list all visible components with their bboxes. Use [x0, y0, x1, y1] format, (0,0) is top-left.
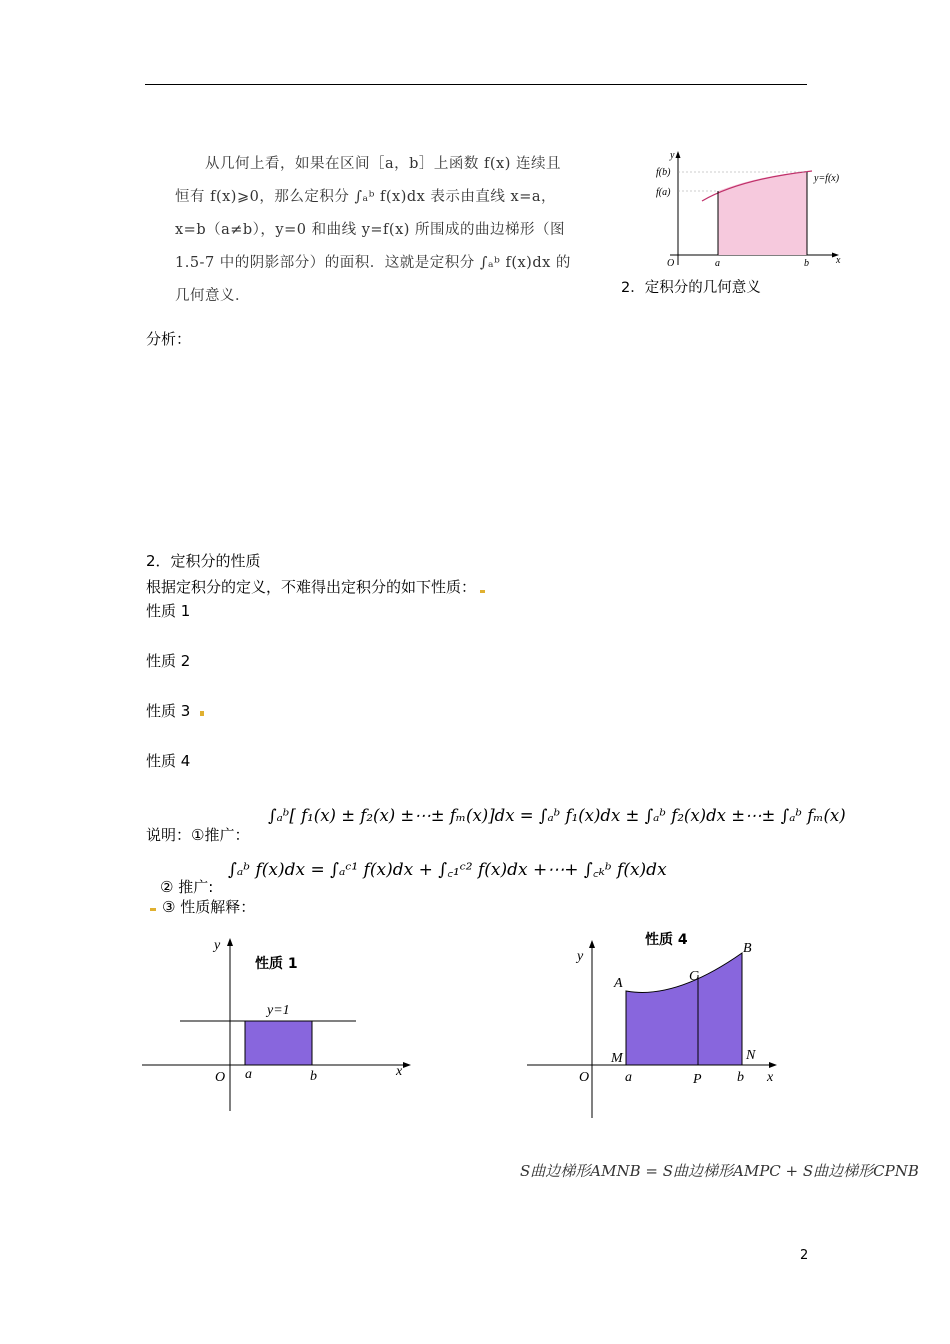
y-axis-label: y — [670, 150, 675, 161]
a-label: a — [245, 1067, 252, 1082]
property-4-figure — [525, 925, 790, 1120]
point-b-label: B — [743, 941, 752, 956]
point-a-label: A — [614, 976, 623, 991]
area-additivity-formula: S曲边梯形AMNB = S曲边梯形AMPC + S曲边梯形CPNB — [520, 1162, 919, 1180]
formula-additivity: ∫ₐᵇ f(x)dx = ∫ₐᶜ¹ f(x)dx + ∫꜀₁ᶜ² f(x)dx +⋯+ ∫꜀ₖᵇ f(x)dx — [228, 860, 667, 880]
definite-integral-figure — [640, 145, 855, 270]
property-3-label: 性质 3 — [146, 702, 191, 720]
curve-label: y=f(x) — [814, 173, 840, 184]
x-axis-arrow — [403, 1062, 411, 1068]
section-intro: 根据定积分的定义，不难得出定积分的如下性质： — [146, 578, 477, 596]
b-label: b — [804, 258, 809, 269]
geometry-paragraph — [175, 148, 600, 313]
y-axis-arrow — [589, 940, 595, 948]
y-axis-arrow — [227, 938, 233, 946]
p-label: P — [693, 1072, 702, 1087]
b-label: b — [310, 1069, 317, 1084]
x-axis-arrow — [769, 1062, 777, 1068]
property-1-figure — [140, 928, 420, 1113]
point-m-label: M — [611, 1051, 623, 1066]
a-label: a — [715, 258, 720, 269]
header-rule — [145, 84, 807, 85]
y-equals-1-label: y=1 — [267, 1003, 290, 1018]
paragraph-line: 从几何上看，如果在区间［a，b］上函数 f(x) 连续且 — [205, 156, 562, 172]
note-1-label: 说明：①推广： — [146, 826, 250, 844]
paragraph-line: 几何意义． — [175, 288, 250, 304]
figure-caption: 2．定积分的几何意义 — [621, 280, 761, 296]
note-3-label: ③ 性质解释： — [162, 898, 256, 916]
paragraph-line: x=b（a≠b），y=0 和曲线 y=f(x) 所围成的曲边梯形（图 — [175, 222, 566, 238]
page-number: 2 — [800, 1248, 809, 1263]
y-axis-label: y — [214, 938, 221, 953]
x-axis-label: x — [836, 255, 841, 266]
x-axis-label: x — [767, 1070, 774, 1085]
property-4-label: 性质 4 — [146, 752, 191, 770]
property-1-label: 性质 1 — [146, 602, 191, 620]
unit-rectangle — [245, 1021, 312, 1065]
paragraph-line: 恒有 f(x)⩾0，那么定积分 ∫ₐᵇ f(x)dx 表示由直线 x=a， — [175, 189, 557, 205]
mark-dot — [200, 711, 204, 716]
b-label: b — [737, 1070, 744, 1085]
formula-linearity: ∫ₐᵇ[ f₁(x) ± f₂(x) ±⋯± fₘ(x)]dx = ∫ₐᵇ f₁(x)dx ± ∫ₐᵇ f₂(x)dx ±⋯± ∫ₐᵇ fₘ(x) — [268, 806, 846, 825]
property-2-label: 性质 2 — [146, 652, 191, 670]
property-1-title: 性质 1 — [255, 956, 298, 972]
curved-trapezoid — [626, 953, 742, 1065]
note-2-label: ② 推广: — [160, 878, 214, 896]
property-4-title: 性质 4 — [645, 932, 688, 948]
shaded-area — [718, 172, 807, 255]
point-c-label: C — [689, 969, 699, 984]
fb-label: f(b) — [656, 167, 671, 178]
a-label: a — [625, 1070, 632, 1085]
x-axis-label: x — [396, 1064, 403, 1079]
y-axis-label: y — [577, 949, 584, 964]
mark-dot — [150, 908, 156, 911]
fa-label: f(a) — [656, 187, 671, 198]
paragraph-line: 1.5-7 中的阴影部分）的面积．这就是定积分 ∫ₐᵇ f(x)dx 的 — [175, 255, 571, 271]
section-title: 2．定积分的性质 — [146, 552, 261, 570]
origin-label: O — [579, 1070, 590, 1085]
point-n-label: N — [746, 1048, 756, 1063]
y-axis-arrow — [676, 151, 681, 158]
origin-label: O — [215, 1070, 226, 1085]
analysis-label: 分析： — [146, 330, 192, 348]
mark-dot — [480, 590, 485, 593]
origin-label: O — [667, 258, 675, 269]
